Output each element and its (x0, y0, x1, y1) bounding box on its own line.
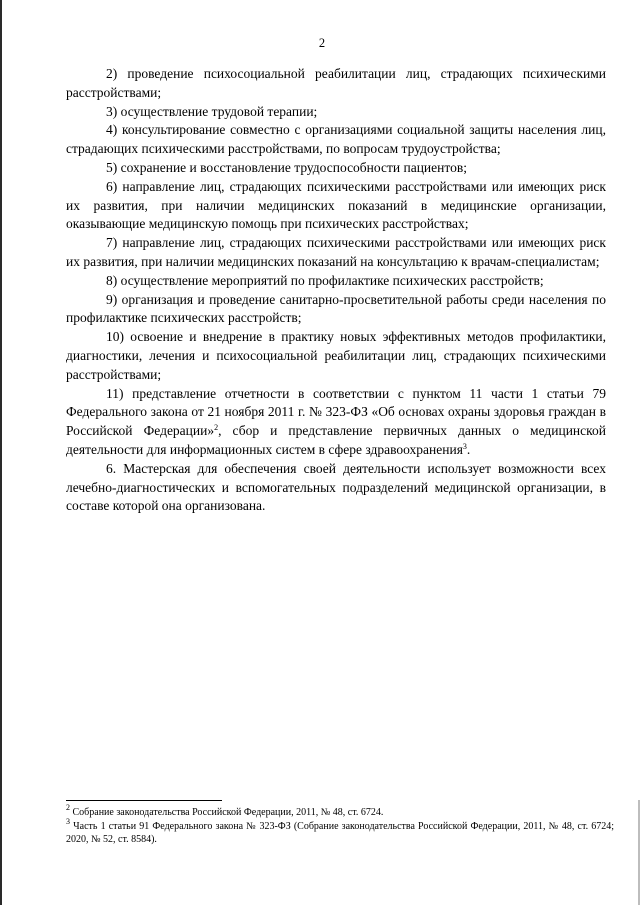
list-item: 6) направление лиц, страдающих психическими расстройствами или имеющих риск их развития, при наличии медицинских показаний в медицинские организации, оказывающие медицинскую помощь при психических расстройствах; (66, 178, 606, 232)
footnote-text: Часть 1 статьи 91 Федерального закона № 323-ФЗ (Собрание законодательства Российской Федерации, 2011, № 48, ст. 6724; 2020, № 52, ст. 8584). (66, 820, 614, 846)
footnote (66, 816, 614, 847)
item-11-text-cont: , сбор и представление первичных данных о медицинской деятельности для информационных систем в сфере здравоохранения (66, 423, 606, 457)
list-item: 8) осуществление мероприятий по профилактике психических расстройств; (106, 272, 544, 288)
item-11-end: . (466, 441, 471, 457)
footnotes (66, 803, 614, 847)
footnote-mark: 2 (66, 803, 70, 812)
list-item: 10) освоение и внедрение в практику новых эффективных методов профилактики, диагностики, лечения и психосоциальной реабилитации лиц, страдающих психическими расстройствами; (66, 329, 606, 382)
list-item: 5) сохранение и восстановление трудоспособности пациентов; (106, 159, 467, 175)
item-11-text: 11) представление отчетности в соответствии с пунктом 11 части 1 статьи 79 Федерального закона от 21 ноября 2011 г. № 323-ФЗ «Об основах охраны здоровья граждан в Российской Федерации» (66, 385, 606, 439)
body-text (66, 65, 606, 516)
list-item: 3) осуществление трудовой терапии; (106, 103, 318, 119)
list-item: 2) проведение психосоциальной реабилитации лиц, страдающих психическими расстройствами; (66, 66, 606, 100)
page-number: 2 (318, 36, 326, 50)
footnote-ref-2: 2 (214, 423, 219, 433)
list-item-11 (66, 385, 606, 460)
list-item: 7) направление лиц, страдающих психическими расстройствами или имеющих риск их развития, при наличии медицинских показаний на консультацию к врачам-специалистам; (66, 235, 606, 269)
list-item: 4) консультирование совместно с организациями социальной защиты населения лиц, страдающих психическими расстройствами, по вопросам трудоустройства; (66, 122, 606, 157)
footnote (66, 803, 614, 820)
footnote-mark: 3 (66, 816, 70, 826)
section-6-paragraph: 6. Мастерская для обеспечения своей деятельности использует возможности всех лечебно-диагностических и вспомогательных подразделений медицинской организации, в составе которой она организована. (66, 460, 606, 514)
footnote-ref-3: 3 (462, 441, 467, 451)
footnote-separator (66, 800, 222, 801)
footnote-text: Собрание законодательства Российской Федерации, 2011, № 48, ст. 6724. (70, 807, 384, 818)
list-item: 9) организация и проведение санитарно-просветительной работы среди населения по профилактике психических расстройств; (66, 291, 606, 326)
